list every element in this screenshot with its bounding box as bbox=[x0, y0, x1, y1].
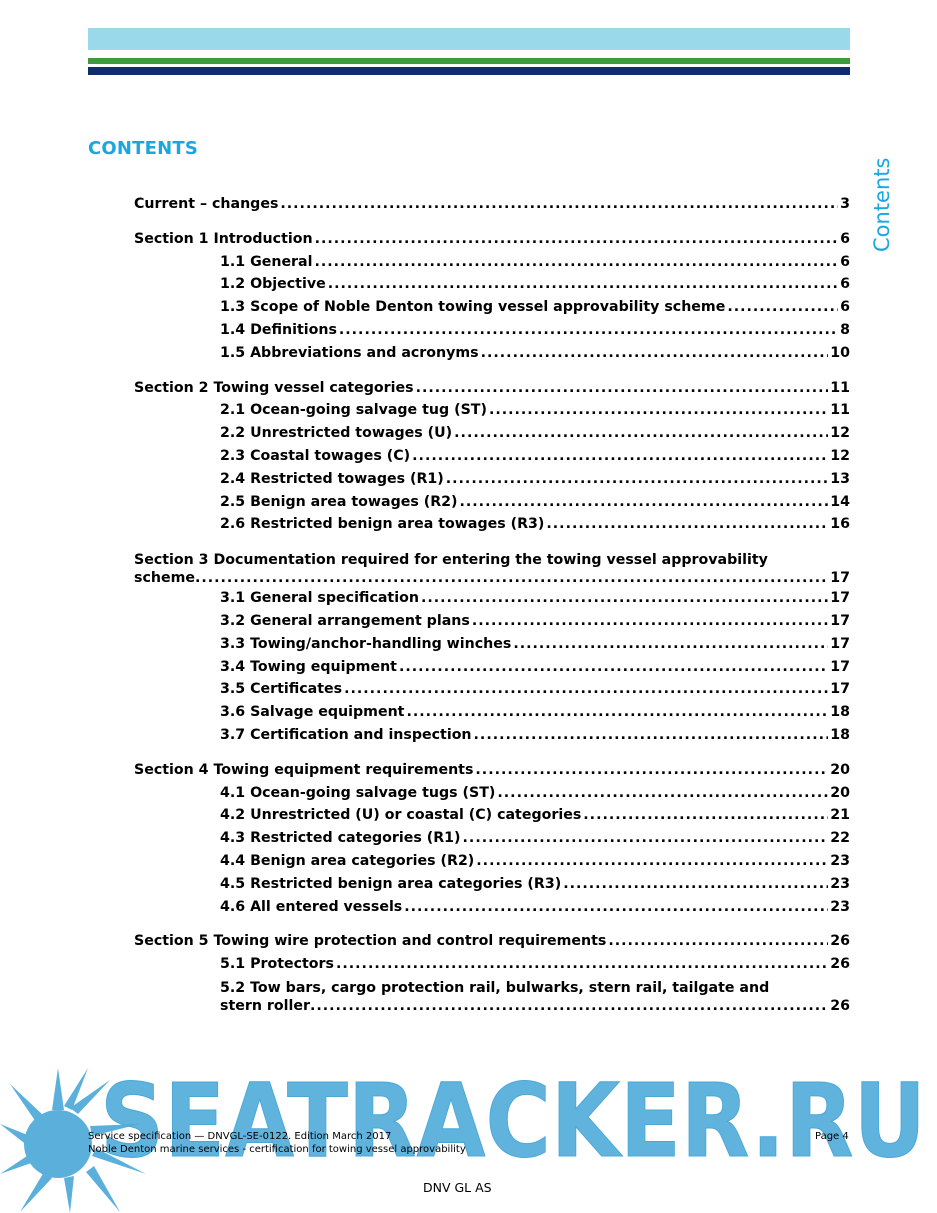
company-name: DNV GL AS bbox=[423, 1180, 492, 1195]
toc-entry[interactable]: 5.1 Protectors ..... 26 bbox=[134, 956, 850, 979]
toc-entry[interactable]: 4.3 Restricted categories (R1) ..... 22 bbox=[134, 830, 850, 853]
toc-entry[interactable]: 4.4 Benign area categories (R2) ..... 23 bbox=[134, 853, 850, 876]
toc-section[interactable]: Section 5 Towing wire protection and control requirements ..... 26 bbox=[134, 933, 850, 956]
table-of-contents bbox=[134, 196, 850, 1014]
toc-entry[interactable]: 3.1 General specification ..... 17 bbox=[134, 590, 850, 613]
toc-entry[interactable]: 4.2 Unrestricted (U) or coastal (C) categories ..... 21 bbox=[134, 807, 850, 830]
svg-text:SEATRACKER.RU: SEATRACKER.RU bbox=[100, 1078, 926, 1168]
toc-entry[interactable]: 1.3 Scope of Noble Denton towing vessel approvability scheme ..... 6 bbox=[134, 299, 850, 322]
toc-entry[interactable]: 2.4 Restricted towages (R1) ..... 13 bbox=[134, 471, 850, 494]
page-title: CONTENTS bbox=[88, 138, 199, 159]
side-tab-label: Contents bbox=[870, 157, 894, 252]
toc-entry[interactable]: 4.1 Ocean-going salvage tugs (ST) ..... 20 bbox=[134, 785, 850, 808]
toc-entry[interactable]: 1.5 Abbreviations and acronyms ..... 10 bbox=[134, 345, 850, 368]
toc-section[interactable]: Section 2 Towing vessel categories ..... 11 bbox=[134, 380, 850, 403]
header-band-navy bbox=[88, 67, 850, 75]
toc-entry[interactable]: 3.7 Certification and inspection ..... 18 bbox=[134, 727, 850, 750]
toc-entry[interactable]: 2.1 Ocean-going salvage tug (ST) ..... 11 bbox=[134, 402, 850, 425]
toc-section[interactable]: Section 1 Introduction ..... 6 bbox=[134, 231, 850, 254]
toc-entry[interactable]: 2.6 Restricted benign area towages (R3) ..... 16 bbox=[134, 516, 850, 539]
toc-entry[interactable]: Current – changes ..... 3 bbox=[134, 196, 850, 219]
toc-entry[interactable]: 2.3 Coastal towages (C) ..... 12 bbox=[134, 448, 850, 471]
toc-section[interactable]: Section 3 Documentation required for entering the towing vessel approvability scheme ..... 17 bbox=[134, 551, 850, 590]
toc-entry[interactable]: 1.2 Objective ..... 6 bbox=[134, 276, 850, 299]
toc-entry[interactable]: 3.2 General arrangement plans ..... 17 bbox=[134, 613, 850, 636]
toc-entry[interactable]: 2.2 Unrestricted towages (U) ..... 12 bbox=[134, 425, 850, 448]
toc-entry[interactable]: 1.4 Definitions ..... 8 bbox=[134, 322, 850, 345]
header-band-green bbox=[88, 58, 850, 64]
toc-entry[interactable]: 3.6 Salvage equipment ..... 18 bbox=[134, 704, 850, 727]
toc-entry[interactable]: 3.4 Towing equipment ..... 17 bbox=[134, 659, 850, 682]
page-number: Page 4 bbox=[815, 1131, 849, 1142]
toc-entry[interactable]: 3.3 Towing/anchor-handling winches ..... 17 bbox=[134, 636, 850, 659]
footer-document-info: Service specification — DNVGL-SE-0122. Edition March 2017 Noble Denton marine services - certification for towing vessel approvability bbox=[88, 1131, 466, 1155]
header-band-light bbox=[88, 28, 850, 50]
toc-entry[interactable]: 5.2 Tow bars, cargo protection rail, bulwarks, stern rail, tailgate and stern roller ..... 26 bbox=[134, 979, 850, 1002]
toc-entry[interactable]: 4.5 Restricted benign area categories (R3) ..... 23 bbox=[134, 876, 850, 899]
toc-entry[interactable]: 4.6 All entered vessels ..... 23 bbox=[134, 899, 850, 922]
toc-section[interactable]: Section 4 Towing equipment requirements ..... 20 bbox=[134, 762, 850, 785]
toc-entry[interactable]: 3.5 Certificates ..... 17 bbox=[134, 681, 850, 704]
toc-entry[interactable]: 2.5 Benign area towages (R2) ..... 14 bbox=[134, 494, 850, 517]
toc-entry[interactable]: 1.1 General ..... 6 bbox=[134, 254, 850, 277]
